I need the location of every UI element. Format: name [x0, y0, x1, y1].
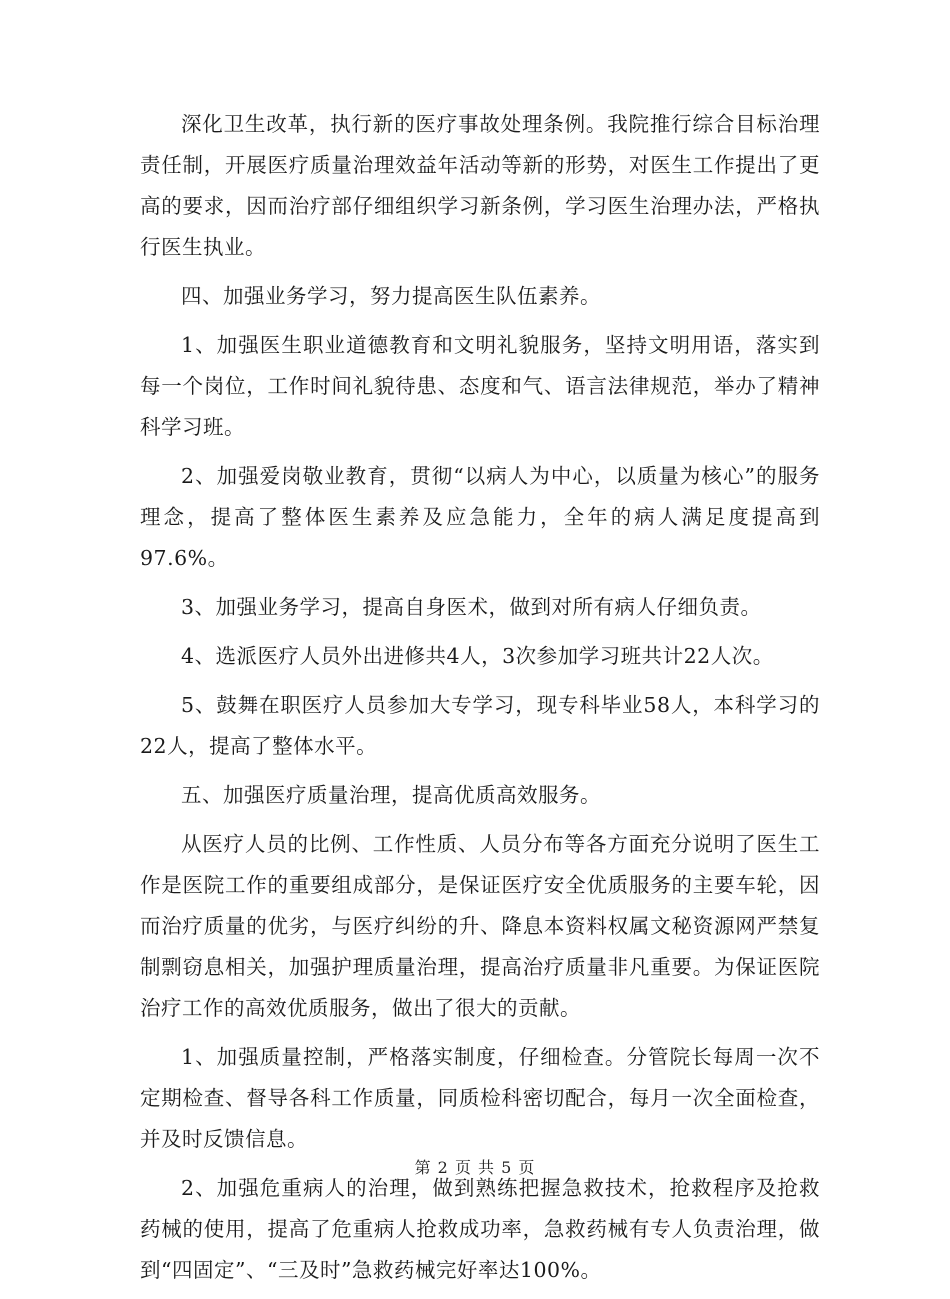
paragraph: 从医疗人员的比例、工作性质、人员分布等各方面充分说明了医生工作是医院工作的重要组成部分，是保证医疗安全优质服务的主要车轮，因而治疗质量的优劣，与医疗纠纷的升、降息本资料权属文秘资源网严禁复制剽窃息相关，加强护理质量治理，提高治疗质量非凡重要。为保证医院治疗工作的高效优质服务，做出了很大的贡献。	[140, 832, 820, 1020]
section-heading-5: 五、加强医疗质量治理，提高优质高效服务。	[181, 783, 601, 807]
paragraph: 1、加强医生职业道德教育和文明礼貌服务，坚持文明用语，落实到每一个岗位，工作时间礼貌待患、态度和气、语言法律规范，举办了精神科学习班。	[140, 333, 820, 439]
paragraph: 3、加强业务学习，提高自身医术，做到对所有病人仔细负责。	[181, 595, 762, 619]
paragraph: 2、加强危重病人的治理，做到熟练把握急救技术，抢救程序及抢救药械的使用，提高了危重病人抢救成功率，急救药械有专人负责治理，做到“四固定”、“三及时”急救药械完好率达100%。	[140, 1176, 820, 1282]
paragraph: 深化卫生改革，执行新的医疗事故处理条例。我院推行综合目标治理责任制，开展医疗质量治理效益年活动等新的形势，对医生工作提出了更高的要求，因而治疗部仔细组织学习新条例，学习医生治理办法，严格执行医生执业。	[140, 112, 820, 259]
page-number-footer: 第 2 页 共 5 页	[414, 1158, 536, 1177]
section-heading-4: 四、加强业务学习，努力提高医生队伍素养。	[181, 284, 601, 308]
paragraph: 1、加强质量控制，严格落实制度，仔细检查。分管院长每周一次不定期检查、督导各科工作质量，同质检科密切配合，每月一次全面检查，并及时反馈信息。	[140, 1045, 820, 1151]
document-body	[140, 104, 820, 1299]
paragraph: 5、鼓舞在职医疗人员参加大专学习，现专科毕业58人，本科学习的22人，提高了整体水平。	[140, 693, 820, 758]
paragraph: 2、加强爱岗敬业教育，贯彻“以病人为中心，以质量为核心”的服务理念，提高了整体医生素养及应急能力，全年的病人满足度提高到97.6%。	[140, 464, 820, 570]
paragraph: 4、选派医疗人员外出进修共4人，3次参加学习班共计22人次。	[181, 644, 774, 668]
